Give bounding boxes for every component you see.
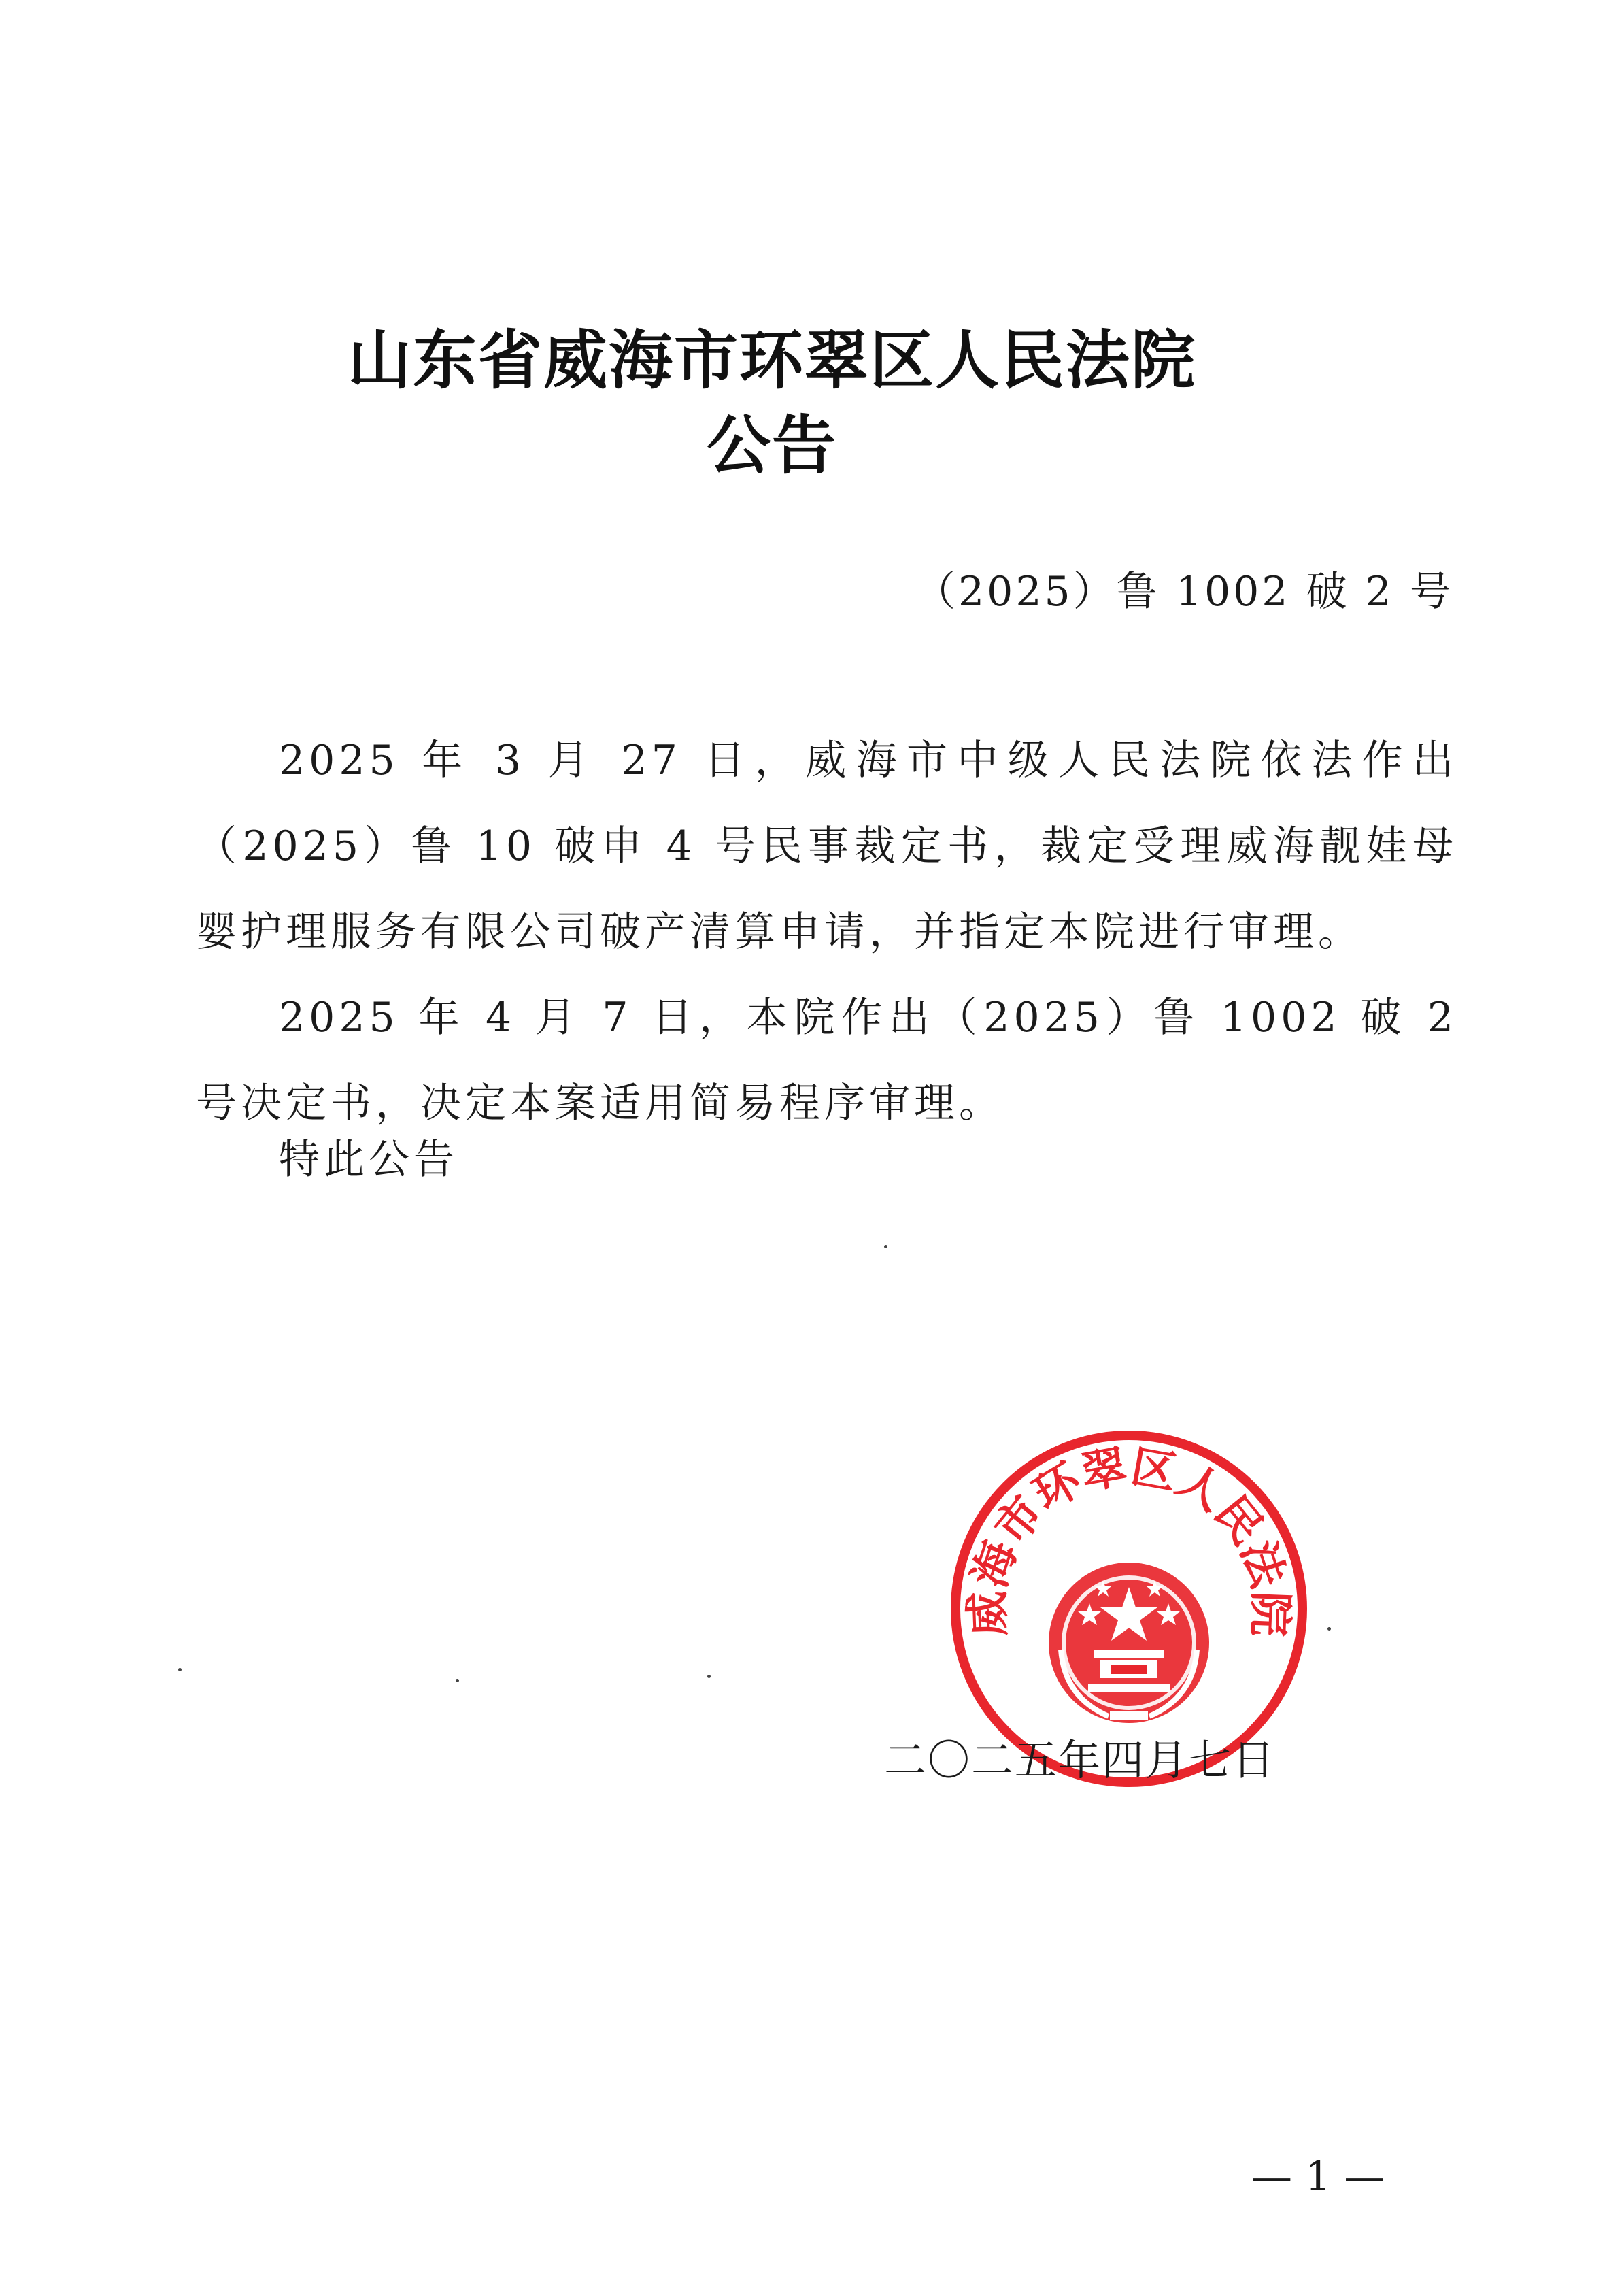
page-number: — 1 —: [1251, 2153, 1385, 2201]
national-emblem-icon: [1049, 1563, 1209, 1723]
scan-speck: [1327, 1627, 1331, 1631]
scan-speck: [178, 1668, 182, 1671]
scan-speck: [456, 1679, 459, 1682]
scan-speck: [884, 1245, 887, 1248]
closing-phrase: 特此公告: [279, 1136, 458, 1184]
document-type-heading: 公告: [706, 408, 837, 483]
document-number: （2025）鲁 1002 破 2 号: [915, 568, 1453, 616]
paragraph-acceptance: 2025 年 3 月 27 日，威海市中级人民法院依法作出（2025）鲁 10 破申 4 号民事裁定书，裁定受理威海靓娃母婴护理服务有限公司破产清算申请，并指定本院进行审理。: [196, 737, 1457, 956]
court-name-heading: 山东省威海市环翠区人民法院: [347, 323, 1196, 398]
paragraph-decision: 2025 年 4 月 7 日，本院作出（2025）鲁 1002 破 2 号决定书，决定本案适用简易程序审理。: [196, 994, 1457, 1127]
seal-text-path: 威海市环翠区人民法院: [960, 1439, 1298, 1637]
signing-date: 二〇二五年四月七日: [884, 1735, 1276, 1785]
announcement-body: [196, 718, 1457, 1146]
scan-speck: [707, 1675, 711, 1678]
